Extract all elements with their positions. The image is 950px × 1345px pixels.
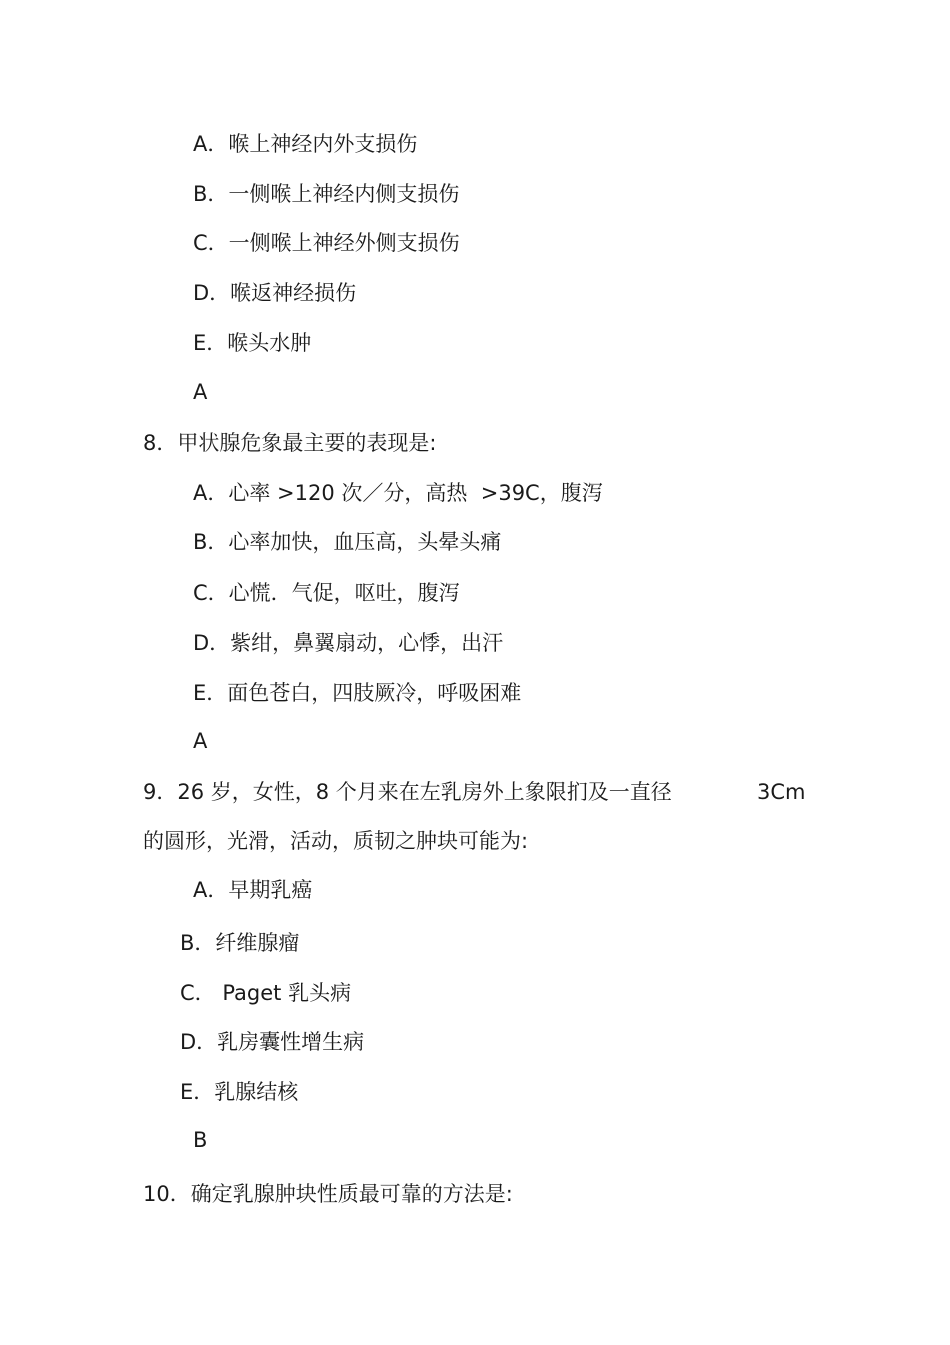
q9-answer: B [193, 1128, 208, 1152]
q9-option-c: C． Paget 乳头病 [180, 981, 352, 1005]
q9-question-line1: 9．26 岁，女性，8 个月来在左乳房外上象限扪及一直径 [143, 780, 672, 804]
q10-question: 10．确定乳腺肿块性质最可靠的方法是: [143, 1182, 513, 1206]
q9-option-a: A．早期乳癌 [193, 878, 313, 902]
q9-question-line2: 的圆形，光滑，活动，质韧之肿块可能为: [143, 829, 529, 853]
q8-option-d: D．紫绀，鼻翼扇动，心悸，出汗 [193, 631, 504, 655]
q8-option-a: A．心率 >120 次／分，高热 >39C，腹泻 [193, 481, 603, 505]
q7-option-c: C．一侧喉上神经外侧支损伤 [193, 231, 460, 255]
q9-question-size: 3Cm [757, 780, 806, 804]
q9-option-e: E．乳腺结核 [180, 1080, 299, 1104]
q8-option-c: C．心慌．气促，呕吐，腹泻 [193, 581, 460, 605]
q7-option-a: A．喉上神经内外支损伤 [193, 132, 418, 156]
q7-option-e: E．喉头水肿 [193, 331, 312, 355]
q8-question: 8．甲状腺危象最主要的表现是: [143, 431, 437, 455]
q7-option-b: B．一侧喉上神经内侧支损伤 [193, 182, 460, 206]
q9-option-b: B．纤维腺瘤 [180, 931, 300, 955]
q8-answer: A [193, 729, 208, 753]
q8-option-b: B．心率加快，血压高，头晕头痛 [193, 530, 502, 554]
q9-option-d: D．乳房囊性增生病 [180, 1030, 365, 1054]
q7-option-d: D．喉返神经损伤 [193, 281, 357, 305]
q8-option-e: E．面色苍白，四肢厥冷，呼吸困难 [193, 681, 522, 705]
q7-answer: A [193, 380, 208, 404]
